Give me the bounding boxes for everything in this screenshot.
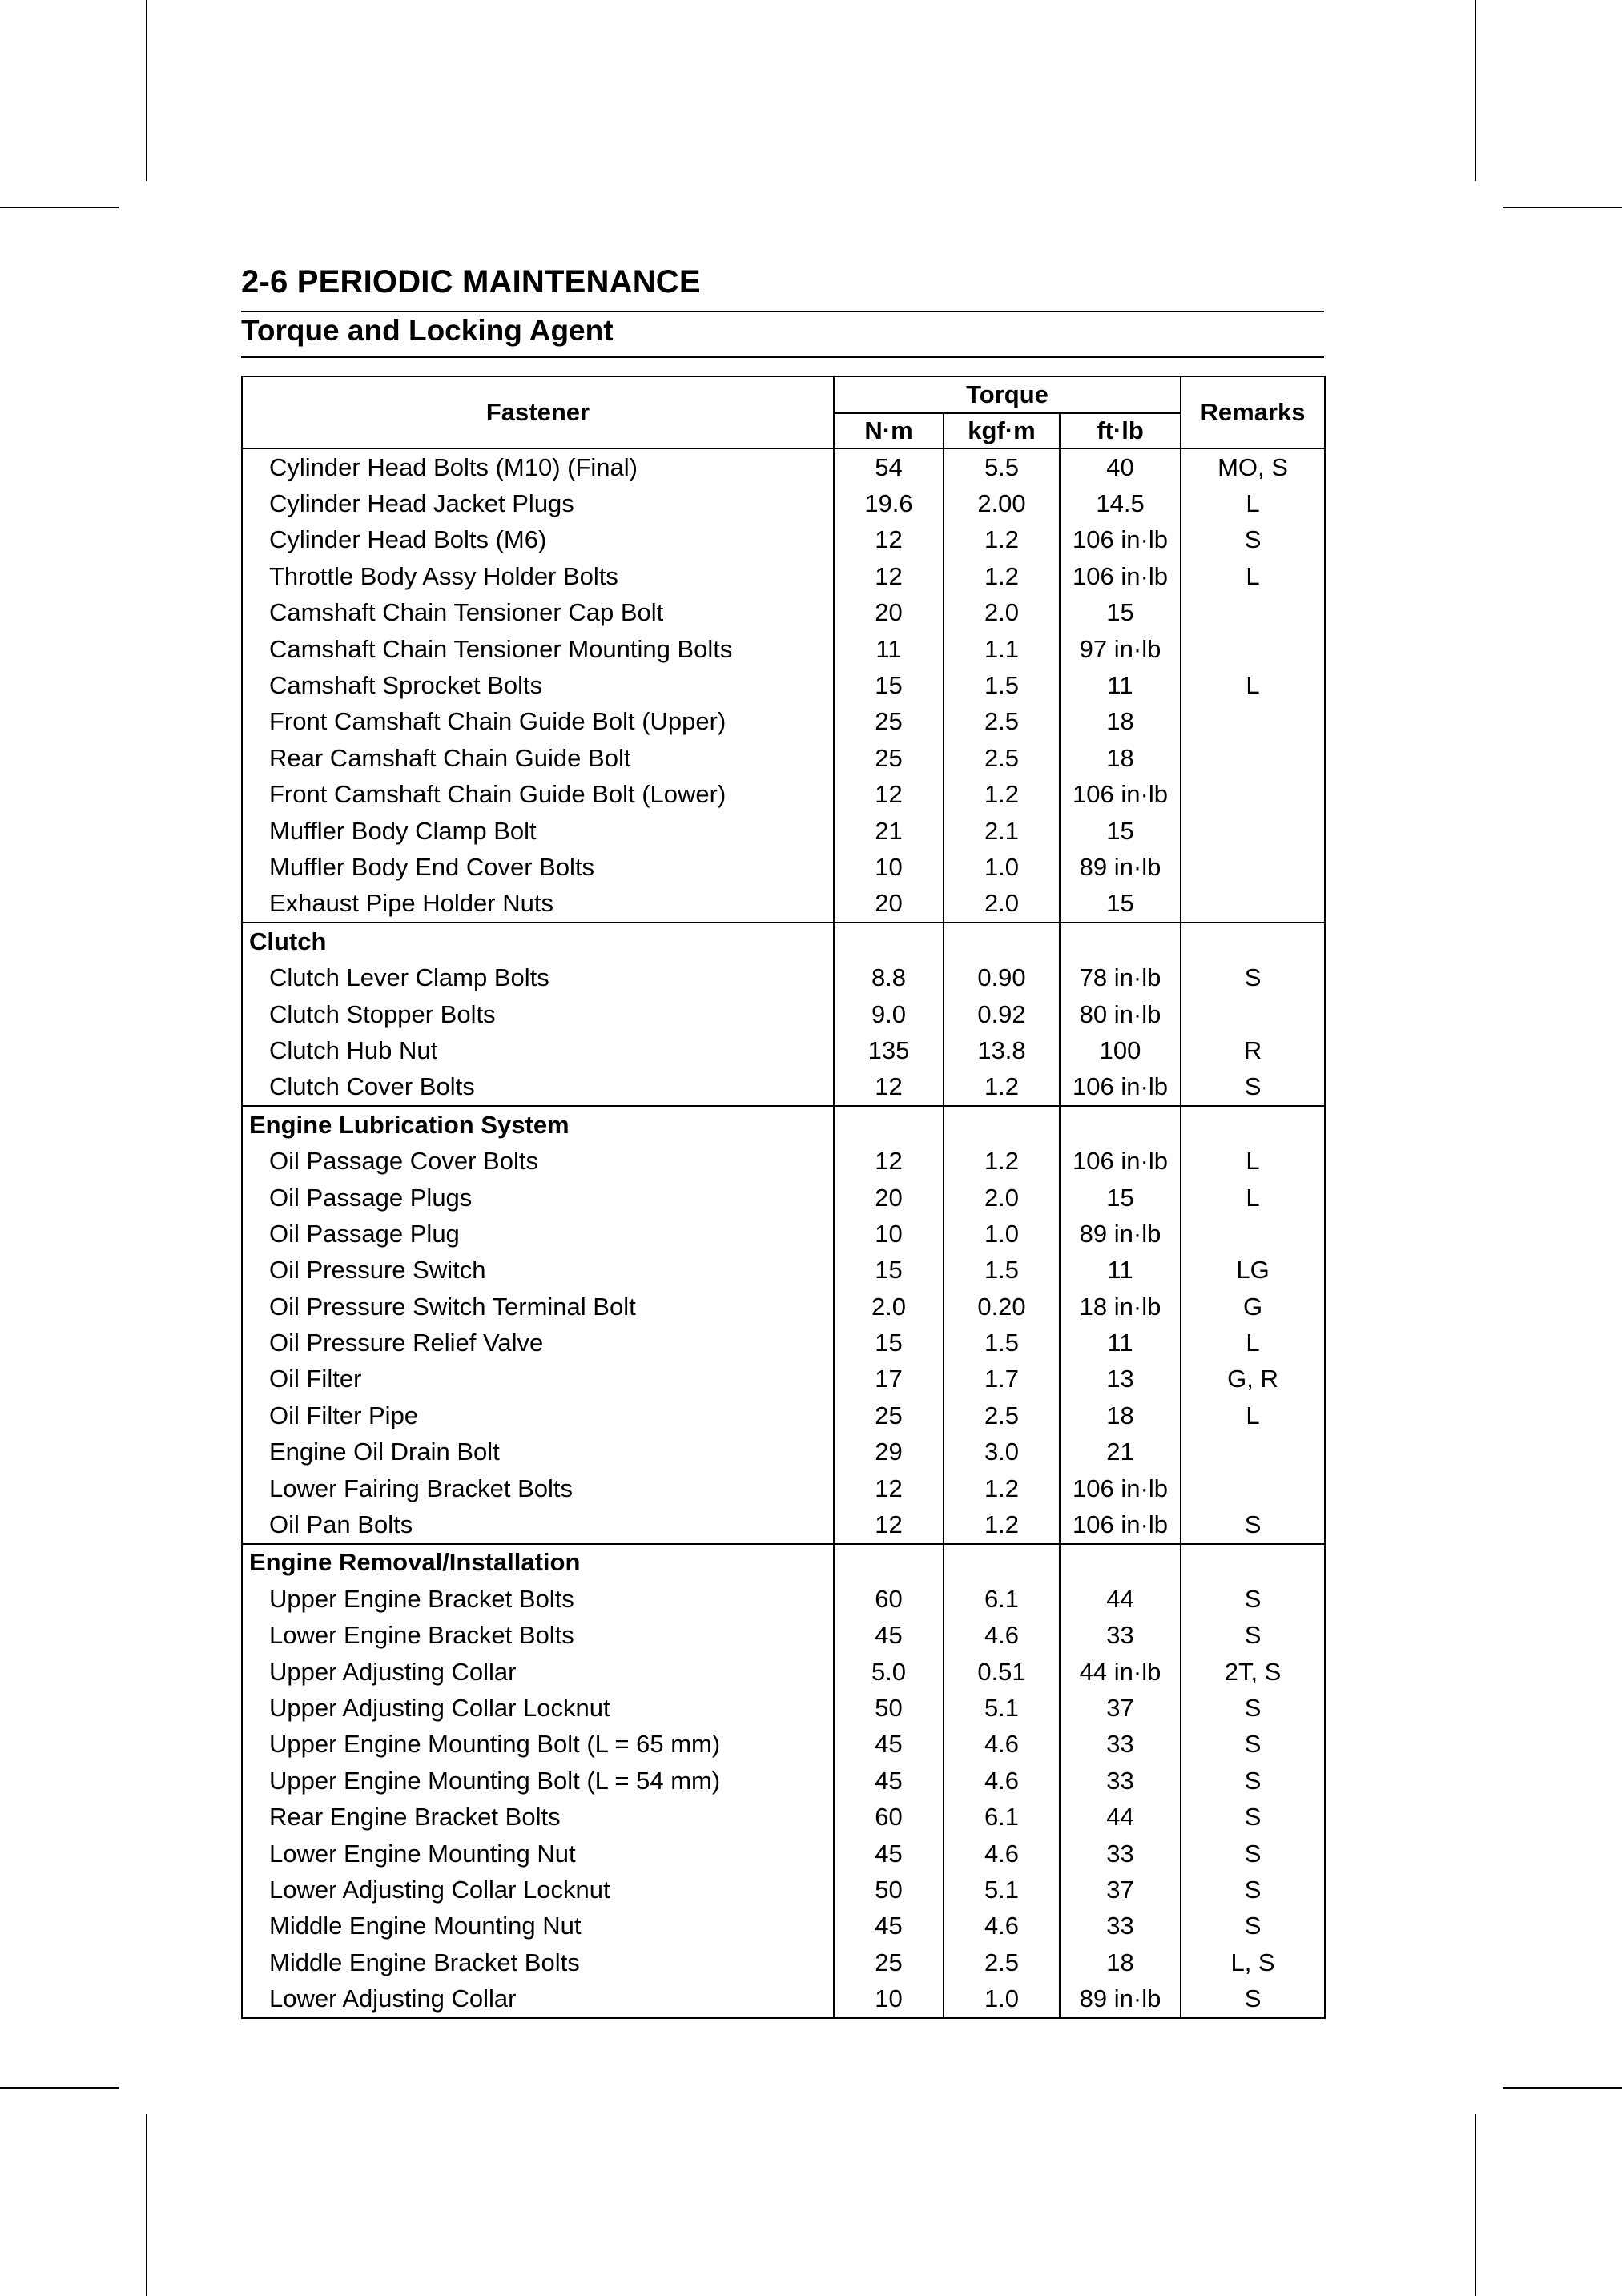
fastener-cell: Camshaft Sprocket Bolts	[242, 667, 834, 703]
table-row	[242, 959, 1325, 995]
ftlb-cell: 89 in·lb	[1060, 1216, 1181, 1252]
fastener-cell: Camshaft Chain Tensioner Cap Bolt	[242, 595, 834, 631]
table-row	[242, 522, 1325, 558]
fastener-cell: Oil Filter Pipe	[242, 1397, 834, 1433]
kgfm-cell: 0.92	[944, 996, 1060, 1032]
crop-mark	[1503, 2087, 1622, 2089]
table-row	[242, 1654, 1325, 1690]
ftlb-cell: 44	[1060, 1581, 1181, 1617]
fastener-cell: Oil Passage Cover Bolts	[242, 1143, 834, 1179]
crop-mark	[0, 207, 119, 208]
header-remarks: Remarks	[1181, 376, 1325, 448]
ftlb-cell: 15	[1060, 886, 1181, 923]
table-row	[242, 777, 1325, 813]
ftlb-cell: 33	[1060, 1836, 1181, 1872]
ftlb-cell: 18 in·lb	[1060, 1289, 1181, 1325]
remarks-cell: R	[1181, 1032, 1325, 1068]
kgfm-cell: 4.6	[944, 1763, 1060, 1799]
ftlb-cell: 106 in·lb	[1060, 1470, 1181, 1506]
nm-cell: 5.0	[834, 1654, 944, 1690]
empty-cell	[1181, 923, 1325, 959]
fastener-cell: Clutch Lever Clamp Bolts	[242, 959, 834, 995]
empty-cell	[944, 1106, 1060, 1143]
table-row	[242, 558, 1325, 594]
ftlb-cell: 97 in·lb	[1060, 631, 1181, 667]
empty-cell	[834, 1544, 944, 1581]
fastener-cell: Clutch Cover Bolts	[242, 1069, 834, 1106]
section-label: Engine Removal/Installation	[242, 1544, 834, 1581]
kgfm-cell: 1.5	[944, 667, 1060, 703]
kgfm-cell: 6.1	[944, 1581, 1060, 1617]
ftlb-cell: 106 in·lb	[1060, 558, 1181, 594]
ftlb-cell: 21	[1060, 1434, 1181, 1470]
ftlb-cell: 106 in·lb	[1060, 1143, 1181, 1179]
nm-cell: 8.8	[834, 959, 944, 995]
nm-cell: 20	[834, 1180, 944, 1216]
fastener-cell: Throttle Body Assy Holder Bolts	[242, 558, 834, 594]
table-row	[242, 1289, 1325, 1325]
kgfm-cell: 4.6	[944, 1727, 1060, 1763]
fastener-cell: Cylinder Head Bolts (M10) (Final)	[242, 448, 834, 485]
nm-cell: 54	[834, 448, 944, 485]
kgfm-cell: 0.90	[944, 959, 1060, 995]
remarks-cell: L	[1181, 1143, 1325, 1179]
header-rule	[241, 311, 1324, 312]
page-header: 2-6 PERIODIC MAINTENANCE	[241, 264, 701, 300]
kgfm-cell: 1.2	[944, 777, 1060, 813]
nm-cell: 2.0	[834, 1289, 944, 1325]
nm-cell: 45	[834, 1618, 944, 1654]
fastener-cell: Oil Passage Plugs	[242, 1180, 834, 1216]
ftlb-cell: 37	[1060, 1690, 1181, 1726]
fastener-cell: Rear Engine Bracket Bolts	[242, 1799, 834, 1835]
ftlb-cell: 15	[1060, 813, 1181, 849]
nm-cell: 50	[834, 1872, 944, 1908]
kgfm-cell: 0.51	[944, 1654, 1060, 1690]
fastener-cell: Lower Adjusting Collar	[242, 1980, 834, 2017]
remarks-cell	[1181, 849, 1325, 885]
kgfm-cell: 1.2	[944, 1143, 1060, 1179]
section-title: Torque and Locking Agent	[241, 314, 614, 347]
table-row	[242, 1690, 1325, 1726]
kgfm-cell: 2.5	[944, 740, 1060, 776]
remarks-cell	[1181, 1216, 1325, 1252]
table-row	[242, 1872, 1325, 1908]
section-label: Engine Lubrication System	[242, 1106, 834, 1143]
nm-cell: 11	[834, 631, 944, 667]
table-row	[242, 667, 1325, 703]
remarks-cell: S	[1181, 1690, 1325, 1726]
fastener-cell: Oil Pressure Switch Terminal Bolt	[242, 1289, 834, 1325]
ftlb-cell: 106 in·lb	[1060, 1069, 1181, 1106]
ftlb-cell: 106 in·lb	[1060, 777, 1181, 813]
remarks-cell: L	[1181, 1325, 1325, 1361]
fastener-cell: Muffler Body Clamp Bolt	[242, 813, 834, 849]
remarks-cell: L	[1181, 1180, 1325, 1216]
crop-mark	[0, 2087, 119, 2089]
table-row	[242, 1397, 1325, 1433]
fastener-cell: Clutch Stopper Bolts	[242, 996, 834, 1032]
table-section-row	[242, 1544, 1325, 1581]
nm-cell: 21	[834, 813, 944, 849]
ftlb-cell: 18	[1060, 1397, 1181, 1433]
ftlb-cell: 106 in·lb	[1060, 522, 1181, 558]
remarks-cell: S	[1181, 1872, 1325, 1908]
ftlb-cell: 33	[1060, 1908, 1181, 1944]
table-row	[242, 1253, 1325, 1289]
kgfm-cell: 2.1	[944, 813, 1060, 849]
nm-cell: 12	[834, 1470, 944, 1506]
header-ftlb: ft·lb	[1060, 413, 1181, 448]
kgfm-cell: 1.0	[944, 1216, 1060, 1252]
nm-cell: 12	[834, 1506, 944, 1543]
remarks-cell: MO, S	[1181, 448, 1325, 485]
nm-cell: 20	[834, 595, 944, 631]
fastener-cell: Middle Engine Bracket Bolts	[242, 1944, 834, 1980]
ftlb-cell: 18	[1060, 704, 1181, 740]
kgfm-cell: 5.1	[944, 1872, 1060, 1908]
empty-cell	[1060, 1106, 1181, 1143]
ftlb-cell: 100	[1060, 1032, 1181, 1068]
remarks-cell	[1181, 777, 1325, 813]
nm-cell: 10	[834, 1980, 944, 2017]
fastener-cell: Upper Engine Bracket Bolts	[242, 1581, 834, 1617]
fastener-cell: Oil Pressure Switch	[242, 1253, 834, 1289]
ftlb-cell: 37	[1060, 1872, 1181, 1908]
table-section-row	[242, 1106, 1325, 1143]
fastener-cell: Upper Adjusting Collar	[242, 1654, 834, 1690]
kgfm-cell: 2.0	[944, 595, 1060, 631]
table-section-row	[242, 923, 1325, 959]
table-row	[242, 704, 1325, 740]
nm-cell: 20	[834, 886, 944, 923]
kgfm-cell: 1.2	[944, 1506, 1060, 1543]
table-row	[242, 1908, 1325, 1944]
kgfm-cell: 1.0	[944, 1980, 1060, 2017]
kgfm-cell: 2.0	[944, 886, 1060, 923]
ftlb-cell: 78 in·lb	[1060, 959, 1181, 995]
table-row	[242, 1143, 1325, 1179]
table-row	[242, 1799, 1325, 1835]
kgfm-cell: 1.5	[944, 1325, 1060, 1361]
kgfm-cell: 2.0	[944, 1180, 1060, 1216]
table-row	[242, 1216, 1325, 1252]
remarks-cell: G, R	[1181, 1361, 1325, 1397]
ftlb-cell: 40	[1060, 448, 1181, 485]
nm-cell: 25	[834, 1397, 944, 1433]
remarks-cell: S	[1181, 1727, 1325, 1763]
header-nm: N·m	[834, 413, 944, 448]
ftlb-cell: 15	[1060, 595, 1181, 631]
nm-cell: 45	[834, 1836, 944, 1872]
remarks-cell: S	[1181, 1908, 1325, 1944]
fastener-cell: Middle Engine Mounting Nut	[242, 1908, 834, 1944]
ftlb-cell: 33	[1060, 1763, 1181, 1799]
kgfm-cell: 13.8	[944, 1032, 1060, 1068]
kgfm-cell: 4.6	[944, 1618, 1060, 1654]
empty-cell	[834, 923, 944, 959]
table-row	[242, 1944, 1325, 1980]
crop-mark	[1503, 207, 1622, 208]
ftlb-cell: 33	[1060, 1618, 1181, 1654]
empty-cell	[1060, 923, 1181, 959]
kgfm-cell: 1.1	[944, 631, 1060, 667]
nm-cell: 10	[834, 1216, 944, 1252]
table-row	[242, 1980, 1325, 2017]
remarks-cell: L	[1181, 667, 1325, 703]
remarks-cell: S	[1181, 1980, 1325, 2017]
fastener-cell: Upper Engine Mounting Bolt (L = 65 mm)	[242, 1727, 834, 1763]
fastener-cell: Engine Oil Drain Bolt	[242, 1434, 834, 1470]
ftlb-cell: 18	[1060, 1944, 1181, 1980]
fastener-cell: Exhaust Pipe Holder Nuts	[242, 886, 834, 923]
kgfm-cell: 1.0	[944, 849, 1060, 885]
nm-cell: 60	[834, 1799, 944, 1835]
crop-mark	[146, 2114, 147, 2296]
table-row	[242, 813, 1325, 849]
ftlb-cell: 80 in·lb	[1060, 996, 1181, 1032]
fastener-cell: Lower Adjusting Collar Locknut	[242, 1872, 834, 1908]
nm-cell: 15	[834, 667, 944, 703]
section-rule	[241, 356, 1324, 358]
empty-cell	[1181, 1106, 1325, 1143]
remarks-cell: 2T, S	[1181, 1654, 1325, 1690]
empty-cell	[944, 923, 1060, 959]
ftlb-cell: 11	[1060, 1325, 1181, 1361]
ftlb-cell: 89 in·lb	[1060, 849, 1181, 885]
nm-cell: 60	[834, 1581, 944, 1617]
header-kgfm: kgf·m	[944, 413, 1060, 448]
remarks-cell: L, S	[1181, 1944, 1325, 1980]
crop-mark	[146, 0, 147, 181]
empty-cell	[944, 1544, 1060, 1581]
kgfm-cell: 1.2	[944, 1470, 1060, 1506]
fastener-cell: Upper Engine Mounting Bolt (L = 54 mm)	[242, 1763, 834, 1799]
kgfm-cell: 4.6	[944, 1836, 1060, 1872]
nm-cell: 15	[834, 1325, 944, 1361]
remarks-cell	[1181, 740, 1325, 776]
kgfm-cell: 0.20	[944, 1289, 1060, 1325]
empty-cell	[1181, 1544, 1325, 1581]
ftlb-cell: 106 in·lb	[1060, 1506, 1181, 1543]
table-row	[242, 1032, 1325, 1068]
kgfm-cell: 2.5	[944, 1944, 1060, 1980]
remarks-cell	[1181, 813, 1325, 849]
table-row	[242, 886, 1325, 923]
table-row	[242, 595, 1325, 631]
table-row	[242, 1581, 1325, 1617]
nm-cell: 25	[834, 704, 944, 740]
table-row	[242, 1361, 1325, 1397]
nm-cell: 12	[834, 1069, 944, 1106]
ftlb-cell: 44 in·lb	[1060, 1654, 1181, 1690]
remarks-cell: L	[1181, 558, 1325, 594]
table-row	[242, 1434, 1325, 1470]
remarks-cell: L	[1181, 1397, 1325, 1433]
table-row	[242, 448, 1325, 485]
kgfm-cell: 1.5	[944, 1253, 1060, 1289]
header-fastener: Fastener	[242, 376, 834, 448]
kgfm-cell: 2.00	[944, 485, 1060, 521]
kgfm-cell: 4.6	[944, 1908, 1060, 1944]
table-row	[242, 740, 1325, 776]
empty-cell	[1060, 1544, 1181, 1581]
remarks-cell: S	[1181, 1069, 1325, 1106]
table-row	[242, 996, 1325, 1032]
kgfm-cell: 5.1	[944, 1690, 1060, 1726]
nm-cell: 25	[834, 740, 944, 776]
remarks-cell: S	[1181, 1618, 1325, 1654]
fastener-cell: Rear Camshaft Chain Guide Bolt	[242, 740, 834, 776]
fastener-cell: Cylinder Head Bolts (M6)	[242, 522, 834, 558]
ftlb-cell: 15	[1060, 1180, 1181, 1216]
remarks-cell	[1181, 631, 1325, 667]
nm-cell: 25	[834, 1944, 944, 1980]
remarks-cell: S	[1181, 959, 1325, 995]
fastener-cell: Lower Engine Bracket Bolts	[242, 1618, 834, 1654]
fastener-cell: Cylinder Head Jacket Plugs	[242, 485, 834, 521]
crop-mark	[1475, 2114, 1476, 2296]
fastener-cell: Oil Passage Plug	[242, 1216, 834, 1252]
remarks-cell: S	[1181, 1836, 1325, 1872]
fastener-cell: Oil Filter	[242, 1361, 834, 1397]
table-row	[242, 1325, 1325, 1361]
nm-cell: 12	[834, 1143, 944, 1179]
table-row	[242, 849, 1325, 885]
nm-cell: 15	[834, 1253, 944, 1289]
kgfm-cell: 1.2	[944, 1069, 1060, 1106]
nm-cell: 12	[834, 777, 944, 813]
remarks-cell: LG	[1181, 1253, 1325, 1289]
kgfm-cell: 6.1	[944, 1799, 1060, 1835]
table-row	[242, 1470, 1325, 1506]
nm-cell: 10	[834, 849, 944, 885]
nm-cell: 50	[834, 1690, 944, 1726]
table-row	[242, 1506, 1325, 1543]
ftlb-cell: 44	[1060, 1799, 1181, 1835]
remarks-cell	[1181, 1470, 1325, 1506]
header-torque: Torque	[834, 376, 1181, 413]
nm-cell: 29	[834, 1434, 944, 1470]
remarks-cell: L	[1181, 485, 1325, 521]
ftlb-cell: 11	[1060, 1253, 1181, 1289]
table-row	[242, 1727, 1325, 1763]
nm-cell: 45	[834, 1763, 944, 1799]
nm-cell: 135	[834, 1032, 944, 1068]
nm-cell: 12	[834, 558, 944, 594]
nm-cell: 45	[834, 1727, 944, 1763]
table-row	[242, 1069, 1325, 1106]
nm-cell: 19.6	[834, 485, 944, 521]
ftlb-cell: 33	[1060, 1727, 1181, 1763]
table-row	[242, 1763, 1325, 1799]
kgfm-cell: 5.5	[944, 448, 1060, 485]
remarks-cell	[1181, 1434, 1325, 1470]
torque-table-body	[242, 448, 1325, 2018]
fastener-cell: Lower Engine Mounting Nut	[242, 1836, 834, 1872]
torque-table	[241, 376, 1326, 2019]
ftlb-cell: 13	[1060, 1361, 1181, 1397]
kgfm-cell: 3.0	[944, 1434, 1060, 1470]
fastener-cell: Muffler Body End Cover Bolts	[242, 849, 834, 885]
table-row	[242, 1180, 1325, 1216]
fastener-cell: Front Camshaft Chain Guide Bolt (Upper)	[242, 704, 834, 740]
kgfm-cell: 1.2	[944, 522, 1060, 558]
remarks-cell	[1181, 886, 1325, 923]
fastener-cell: Oil Pressure Relief Valve	[242, 1325, 834, 1361]
fastener-cell: Upper Adjusting Collar Locknut	[242, 1690, 834, 1726]
kgfm-cell: 1.7	[944, 1361, 1060, 1397]
empty-cell	[834, 1106, 944, 1143]
table-row	[242, 1836, 1325, 1872]
table-row	[242, 485, 1325, 521]
ftlb-cell: 11	[1060, 667, 1181, 703]
kgfm-cell: 2.5	[944, 1397, 1060, 1433]
nm-cell: 12	[834, 522, 944, 558]
table-row	[242, 1618, 1325, 1654]
nm-cell: 45	[834, 1908, 944, 1944]
remarks-cell: S	[1181, 522, 1325, 558]
remarks-cell	[1181, 595, 1325, 631]
kgfm-cell: 1.2	[944, 558, 1060, 594]
remarks-cell: G	[1181, 1289, 1325, 1325]
section-label: Clutch	[242, 923, 834, 959]
fastener-cell: Camshaft Chain Tensioner Mounting Bolts	[242, 631, 834, 667]
ftlb-cell: 89 in·lb	[1060, 1980, 1181, 2017]
remarks-cell	[1181, 996, 1325, 1032]
remarks-cell: S	[1181, 1763, 1325, 1799]
kgfm-cell: 2.5	[944, 704, 1060, 740]
fastener-cell: Lower Fairing Bracket Bolts	[242, 1470, 834, 1506]
nm-cell: 17	[834, 1361, 944, 1397]
nm-cell: 9.0	[834, 996, 944, 1032]
ftlb-cell: 18	[1060, 740, 1181, 776]
table-row	[242, 631, 1325, 667]
fastener-cell: Clutch Hub Nut	[242, 1032, 834, 1068]
remarks-cell: S	[1181, 1581, 1325, 1617]
remarks-cell: S	[1181, 1799, 1325, 1835]
fastener-cell: Oil Pan Bolts	[242, 1506, 834, 1543]
fastener-cell: Front Camshaft Chain Guide Bolt (Lower)	[242, 777, 834, 813]
crop-mark	[1475, 0, 1476, 181]
ftlb-cell: 14.5	[1060, 485, 1181, 521]
remarks-cell	[1181, 704, 1325, 740]
remarks-cell: S	[1181, 1506, 1325, 1543]
